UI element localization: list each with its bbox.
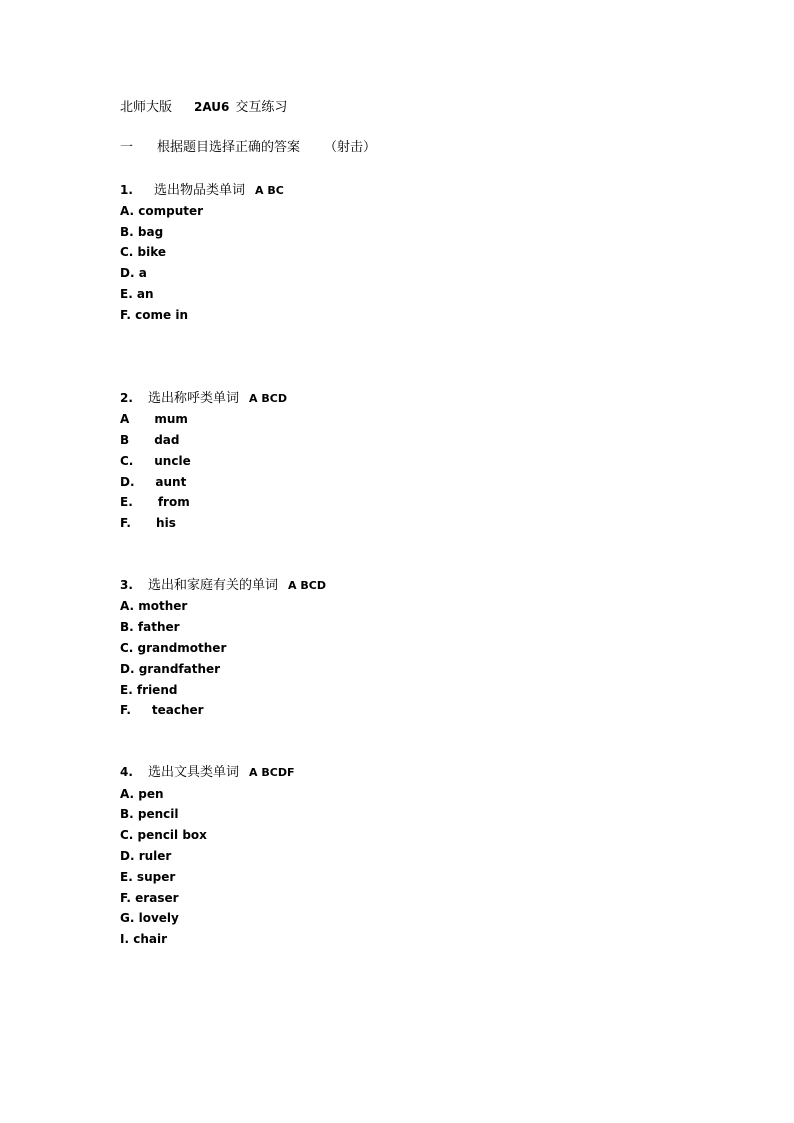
question-2-heading — [120, 390, 287, 407]
option-4-g: G. lovely — [120, 911, 179, 925]
option-1-d: D. a — [120, 266, 147, 280]
option-3-e: E. friend — [120, 683, 178, 697]
option-3-c: C. grandmother — [120, 641, 227, 655]
question-4-heading — [120, 764, 294, 781]
question-prompt: 选出和家庭有关的单词 — [148, 578, 279, 593]
option-3-a: A. mother — [120, 599, 188, 613]
unit-code: 2AU6 — [194, 100, 230, 114]
option-1-f: F. come in — [120, 308, 189, 322]
section-instruction: 根据题目选择正确的答案 — [157, 140, 301, 155]
option-3-d: D. grandfather — [120, 662, 221, 676]
section-heading — [120, 140, 376, 156]
question-prompt: 选出称呼类单词 — [148, 391, 240, 406]
option-4-c: C. pencil box — [120, 828, 207, 842]
question-answer: A BCD — [249, 392, 287, 405]
option-4-f: F. eraser — [120, 891, 179, 905]
question-3-heading — [120, 577, 326, 594]
question-number: 1. — [120, 183, 133, 197]
exercise-title: 交互练习 — [235, 100, 288, 115]
question-answer: A BCD — [288, 579, 326, 592]
option-3-b: B. father — [120, 620, 180, 634]
option-4-b: B. pencil — [120, 807, 179, 821]
option-1-e: E. an — [120, 287, 154, 301]
section-note: （射击） — [324, 140, 377, 155]
option-2-d: D. aunt — [120, 475, 187, 489]
question-prompt: 选出文具类单词 — [148, 765, 240, 780]
question-number: 4. — [120, 765, 133, 779]
section-number: 一 — [120, 140, 134, 155]
option-1-b: B. bag — [120, 225, 164, 239]
option-2-a: A mum — [120, 412, 188, 426]
option-3-f: F. teacher — [120, 703, 204, 717]
question-answer: A BCDF — [249, 766, 295, 779]
option-4-e: E. super — [120, 870, 176, 884]
option-4-d: D. ruler — [120, 849, 172, 863]
option-1-a: A. computer — [120, 204, 204, 218]
option-4-i: I. chair — [120, 932, 167, 946]
option-2-b: B dad — [120, 433, 180, 447]
document-title — [120, 99, 287, 116]
question-answer: A BC — [255, 184, 284, 197]
question-number: 3. — [120, 578, 133, 592]
option-2-f: F. his — [120, 516, 176, 530]
publisher-label: 北师大版 — [120, 100, 173, 115]
option-2-c: C. uncle — [120, 454, 191, 468]
question-1-heading — [120, 182, 284, 199]
question-number: 2. — [120, 391, 133, 405]
option-4-a: A. pen — [120, 787, 164, 801]
option-1-c: C. bike — [120, 245, 167, 259]
question-prompt: 选出物品类单词 — [154, 183, 246, 198]
option-2-e: E. from — [120, 495, 190, 509]
